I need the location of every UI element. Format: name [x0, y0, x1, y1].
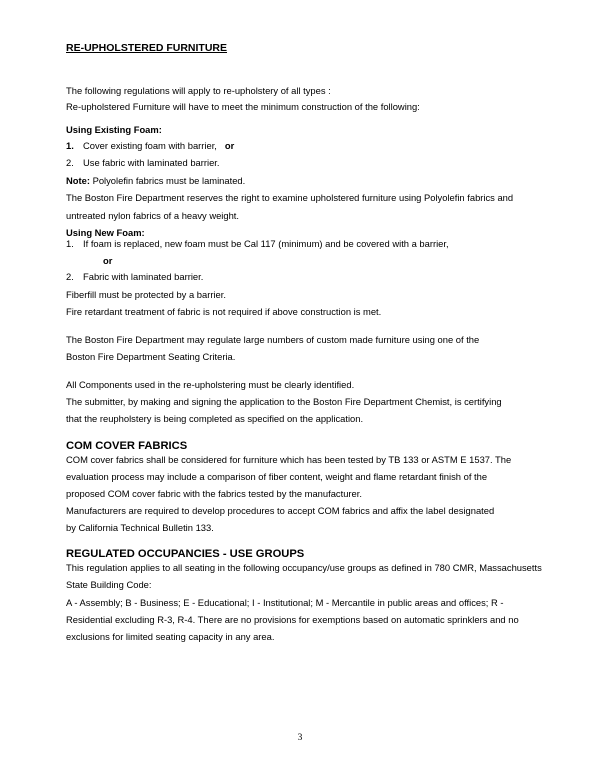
components-line: All Components used in the re-upholstering must be clearly identified.: [66, 379, 355, 390]
reserve-line: untreated nylon fabrics of a heavy weight.: [66, 210, 240, 221]
item-number: 1.: [66, 140, 74, 151]
item-text: If foam is replaced, new foam must be Cal 117 (minimum) and be covered with a barrier,: [83, 238, 449, 249]
existing-foam-item-2: [66, 157, 220, 168]
item-text: Fabric with laminated barrier.: [83, 271, 204, 282]
components-line: The submitter, by making and signing the application to the Boston Fire Department Chemist, is certifying: [66, 396, 502, 407]
or-label: or: [224, 140, 235, 151]
new-foam-item-2: [66, 271, 203, 282]
note-text: Polyolefin fabrics must be laminated.: [89, 175, 246, 186]
regulated-line: State Building Code:: [66, 579, 152, 590]
existing-foam-heading: Using Existing Foam:: [66, 124, 162, 135]
custom-line: The Boston Fire Department may regulate large numbers of custom made furniture using one of the: [66, 334, 480, 345]
new-foam-item-1: [66, 238, 449, 249]
item-number: 1.: [66, 238, 74, 249]
com-line: proposed COM cover fabric with the fabrics tested by the manufacturer.: [66, 488, 362, 499]
existing-foam-item-1: [66, 140, 234, 151]
regulated-line: Residential excluding R-3, R-4. There are no provisions for exemptions based on automatic sprinklers and no: [66, 614, 519, 625]
components-line: that the reupholstery is being completed as specified on the application.: [66, 413, 364, 424]
item-text: Use fabric with laminated barrier.: [83, 157, 220, 168]
page-title: RE-UPHOLSTERED FURNITURE: [66, 42, 228, 54]
regulated-line: A - Assembly; B - Business; E - Educational; I - Institutional; M - Mercantile in public areas and offices; R -: [66, 597, 504, 608]
page-number: 3: [297, 733, 303, 743]
com-line: Manufacturers are required to develop procedures to accept COM fabrics and affix the label designated: [66, 505, 495, 516]
regulated-line: exclusions for limited seating capacity in any area.: [66, 631, 275, 642]
new-foam-heading: Using New Foam:: [66, 227, 145, 238]
custom-line: Boston Fire Department Seating Criteria.: [66, 351, 236, 362]
com-heading: COM COVER FABRICS: [66, 440, 188, 452]
item-number: 2.: [66, 271, 74, 282]
item-text: Cover existing foam with barrier,: [83, 140, 217, 151]
fiberfill-line: Fiberfill must be protected by a barrier.: [66, 289, 226, 300]
or-label: or: [103, 255, 113, 266]
regulated-line: This regulation applies to all seating in the following occupancy/use groups as defined in 780 CMR, Massachusetts: [66, 562, 542, 573]
com-line: evaluation process may include a comparison of fiber content, weight and flame retardant finish of the: [66, 471, 488, 482]
reserve-line: The Boston Fire Department reserves the right to examine upholstered furniture using Polyolefin fabrics and: [66, 192, 514, 203]
item-number: 2.: [66, 157, 74, 168]
note-line: [66, 175, 245, 186]
com-line: by California Technical Bulletin 133.: [66, 522, 214, 533]
note-label: Note:: [66, 175, 90, 186]
intro-line: The following regulations will apply to re-upholstery of all types :: [66, 85, 331, 96]
com-line: COM cover fabrics shall be considered for furniture which has been tested by TB 133 or ASTM E 1537. The: [66, 454, 512, 465]
regulated-heading: REGULATED OCCUPANCIES - USE GROUPS: [66, 548, 305, 560]
intro-line: Re-upholstered Furniture will have to meet the minimum construction of the following:: [66, 101, 420, 112]
retardant-line: Fire retardant treatment of fabric is not required if above construction is met.: [66, 306, 382, 317]
